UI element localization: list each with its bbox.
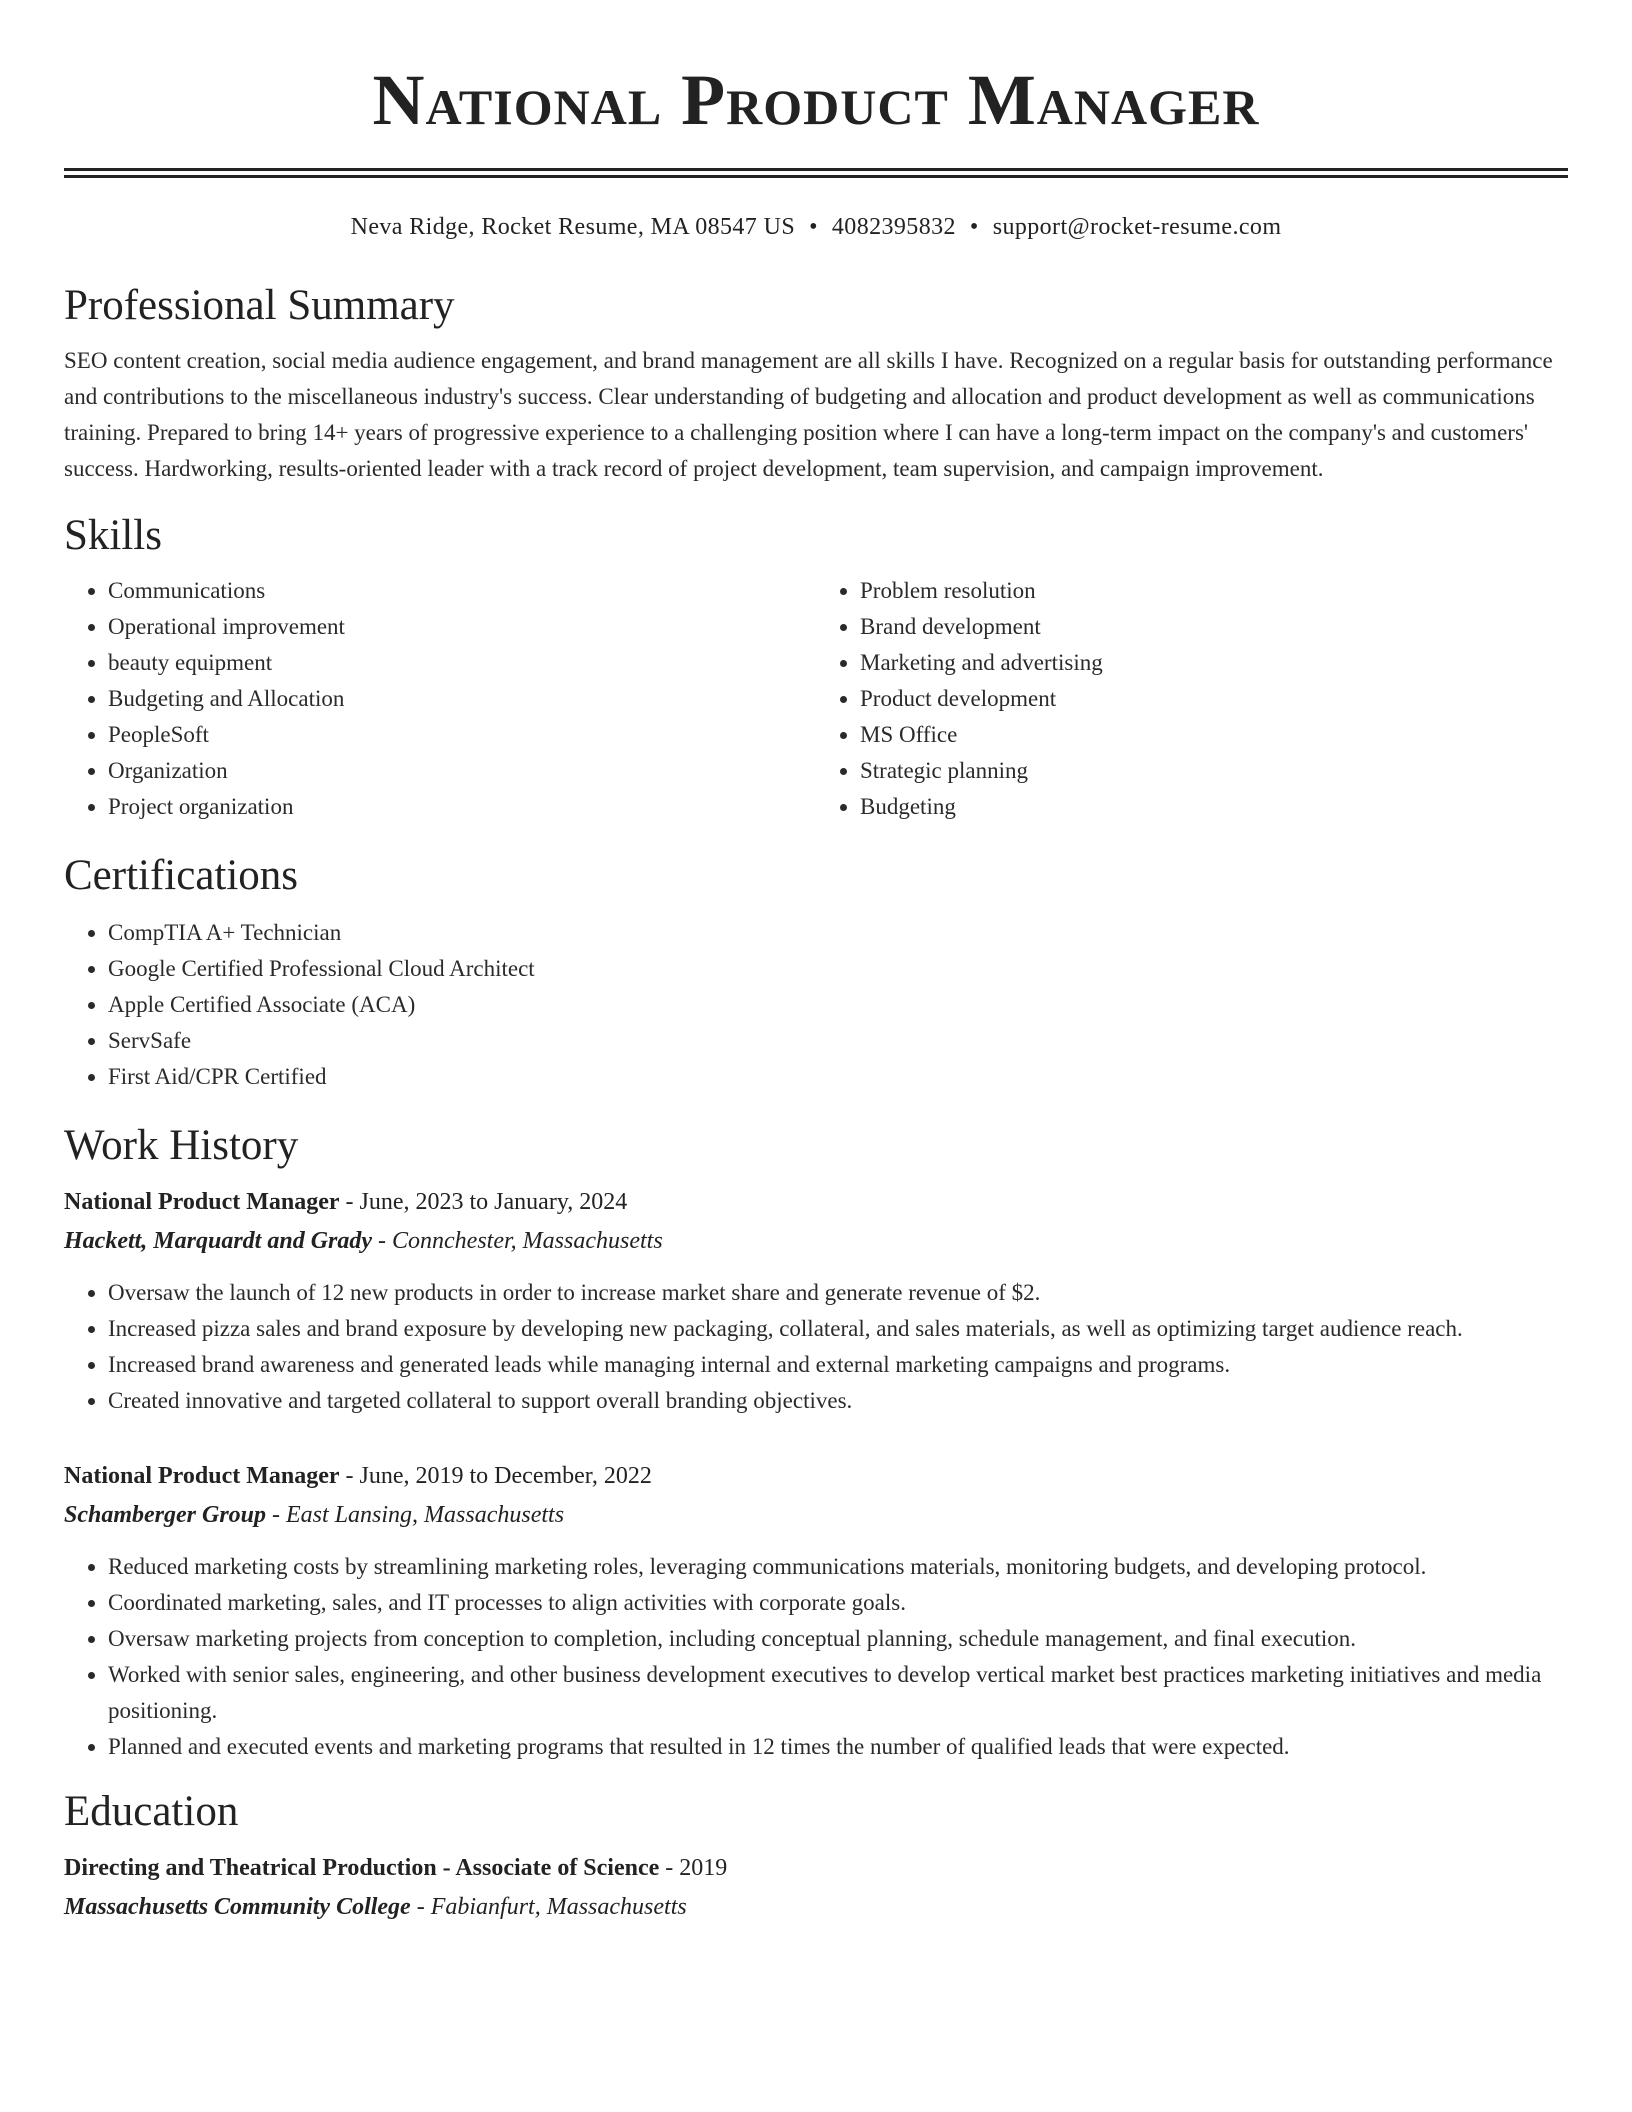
skill-item: • Problem resolution [860,573,1568,609]
job-company-line [64,1496,1568,1535]
summary-heading: Professional Summary [64,282,455,329]
summary-text: SEO content creation, social media audience engagement, and brand management are all skills I have. Recognized on a regular basis for outstanding performance and contributions to the miscellaneous industry's success. Clear understanding of budgeting and allocation and product development as well as communications training. Prepared to bring 14+ years of progressive experience to a challenging position where I can have a long-term impact on the company's and customers' success. Hardworking, results-oriented leader with a track record of project development, team supervision, and campaign improvement. [64,348,1553,481]
job-responsibilities [64,1549,1568,1765]
job-bullet: • Increased pizza sales and brand exposure by developing new packaging, collateral, and sales materials, as well as optimizing target audience reach. [108,1311,1568,1347]
education-location: - Fabianfurt, Massachusetts [410,1894,687,1920]
job-entry [64,1457,1568,1765]
skills-columns [64,573,1568,825]
education-school: Massachusetts Community College [64,1894,411,1920]
certifications-list [64,915,1568,1095]
skill-item: • Project organization [108,789,816,825]
skill-item: • Strategic planning [860,753,1568,789]
education-school-line [64,1888,1568,1927]
job-title-line [64,1183,1568,1222]
job-company: Schamberger Group [64,1502,267,1528]
job-bullet: • Oversaw the launch of 12 new products in order to increase market share and generate revenue of $2. [108,1275,1568,1311]
contact-email: support@rocket-resume.com [992,214,1282,240]
job-entry [64,1183,1568,1419]
certification-item: • Google Certified Professional Cloud Architect [108,951,1568,987]
job-bullet: • Worked with senior sales, engineering, and other business development executives to develop vertical market best practices marketing initiatives and media positioning. [108,1657,1568,1729]
contact-phone: 4082395832 [831,214,956,240]
work-history-heading: Work History [64,1122,299,1169]
job-bullet: • Increased brand awareness and generated leads while managing internal and external marketing campaigns and programs. [108,1347,1568,1383]
skill-item: • Marketing and advertising [860,645,1568,681]
skill-item: • Budgeting and Allocation [108,681,816,717]
job-bullet: • Oversaw marketing projects from conception to completion, including conceptual planning, schedule management, and final execution. [108,1621,1568,1657]
job-dates: - June, 2023 to January, 2024 [339,1189,628,1215]
skill-item: • beauty equipment [108,645,816,681]
job-location: - East Lansing, Massachusetts [266,1502,565,1528]
job-company: Hackett, Marquardt and Grady [64,1228,373,1254]
certification-item: • Apple Certified Associate (ACA) [108,987,1568,1023]
contact-line [64,212,1568,242]
certification-item: • CompTIA A+ Technician [108,915,1568,951]
certifications-heading: Certifications [64,852,299,899]
skill-item: • Communications [108,573,816,609]
job-dates: - June, 2019 to December, 2022 [339,1463,652,1489]
skill-item: • PeopleSoft [108,717,816,753]
skill-item: • MS Office [860,717,1568,753]
skills-heading: Skills [64,512,162,559]
contact-separator: • [809,214,818,240]
education-year: - 2019 [659,1855,728,1881]
skill-item: • Brand development [860,609,1568,645]
skills-list-right [816,573,1568,825]
job-title-line [64,1457,1568,1496]
skill-item: • Product development [860,681,1568,717]
skill-item: • Organization [108,753,816,789]
education-degree-line [64,1849,1568,1888]
job-title: National Product Manager [64,1189,340,1215]
job-bullet: • Coordinated marketing, sales, and IT processes to align activities with corporate goals. [108,1585,1568,1621]
resume-name-heading: National Product Manager [372,60,1260,140]
header-divider-thick [64,168,1568,171]
job-title: National Product Manager [64,1463,340,1489]
job-bullet: • Created innovative and targeted collateral to support overall branding objectives. [108,1383,1568,1419]
skills-list-left [64,573,816,825]
contact-address: Neva Ridge, Rocket Resume, MA 08547 US [350,214,796,240]
education-degree: Directing and Theatrical Production - Associate of Science [64,1855,660,1881]
job-bullet: • Reduced marketing costs by streamlining marketing roles, leveraging communications materials, monitoring budgets, and developing protocol. [108,1549,1568,1585]
skill-item: • Budgeting [860,789,1568,825]
job-location: - Connchester, Massachusetts [372,1228,663,1254]
education-entry [64,1849,1568,1927]
job-company-line [64,1222,1568,1261]
certification-item: • First Aid/CPR Certified [108,1059,1568,1095]
job-bullet: • Planned and executed events and marketing programs that resulted in 12 times the number of qualified leads that were expected. [108,1729,1568,1765]
contact-separator: • [969,214,979,240]
education-heading: Education [64,1788,239,1835]
job-responsibilities [64,1275,1568,1419]
header-divider-thin [64,175,1568,178]
skill-item: • Operational improvement [108,609,816,645]
certification-item: • ServSafe [108,1023,1568,1059]
